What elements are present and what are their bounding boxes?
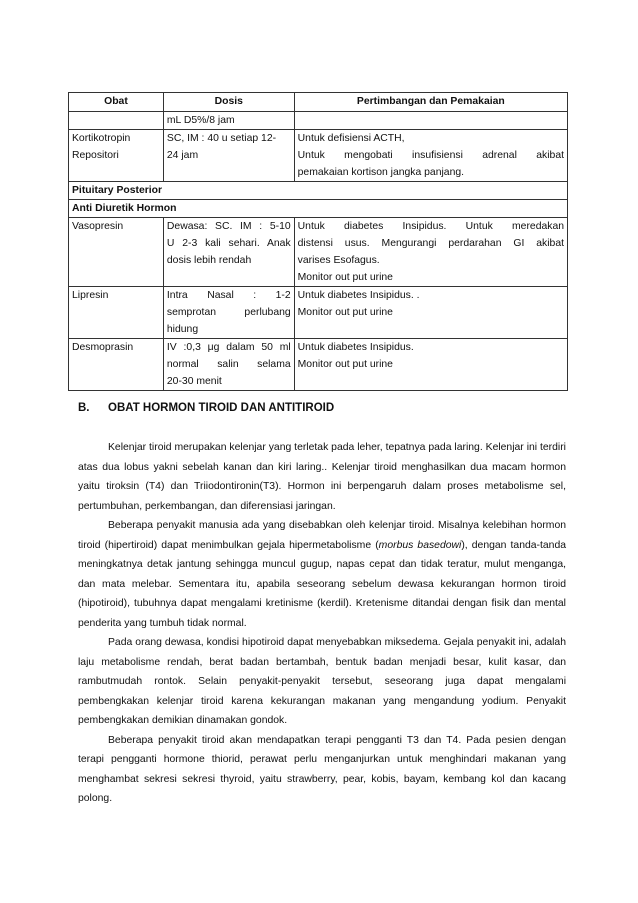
table-row [69, 218, 568, 287]
drug-cell: Vasopresin [69, 218, 164, 287]
dose-cell: IV :0,3 μg dalam 50 ml normal salin selama 20-30 menit [163, 339, 294, 391]
dose-cell: mL D5%/8 jam [163, 112, 294, 130]
paragraph-4: Beberapa penyakit tiroid akan mendapatkan terapi pengganti T3 dan T4. Pada pesien dengan terapi pengganti hormone thiorid, perawat perlu menganjurkan untuk menghindari makanan yang menghambat sekresi sekresi thyroid, yaitu strawberry, pear, kobis, bayam, kembang kol dan kacang polong. [78, 734, 566, 804]
header-dosis: Dosis [163, 93, 294, 112]
section-letter: B. [78, 402, 90, 414]
drug-table [68, 92, 568, 391]
section-row [69, 200, 568, 218]
section-anti-diuretik: Anti Diuretik Hormon [69, 200, 568, 218]
table-header-row [69, 93, 568, 112]
header-obat: Obat [69, 93, 164, 112]
section-row [69, 182, 568, 200]
paragraph-2: Beberapa penyakit manusia ada yang disebabkan oleh kelenjar tiroid. Misalnya kelebihan hormon tiroid (hipertiroid) dapat menimbulkan gejala hipermetabolisme (morbus basedowi), dengan tanda-tanda meningkatnya detak jantung sehingga muncul gugup, napas cepat dan tidak teratur, mulut menganga, dan mata melebar. Sementara itu, apabila seseorang sebelum dewasa kekurangan hormon tiroid (hipotiroid), tubuhnya dapat mengalami kretinisme (kerdil). Kretenisme ditandai dengan fisik dan mental penderita yang tumbuh tidak normal. [78, 520, 567, 629]
table-row [69, 339, 568, 391]
section-b-heading [78, 402, 334, 414]
body-text [78, 438, 566, 809]
emphasis-morbus-basedowi: morbus basedowi [378, 539, 462, 551]
paragraph-1: Kelenjar tiroid merupakan kelenjar yang terletak pada leher, tepatnya pada laring. Kelenjar ini terdiri atas dua lobus yakni sebelah kanan dan kiri laring.. Kelenjar tiroid menghasilkan dua macam hormon yaitu tiroksin (T4) dan Triiodontironin(T3). Hormon ini berpengaruh dalam proses metabolisme sel, pertumbuhan, perkembangan, dan diferensiasi jaringan. [78, 442, 566, 512]
header-pertimbangan: Pertimbangan dan Pemakaian [294, 93, 567, 112]
section-pituitary-posterior: Pituitary Posterior [69, 182, 568, 200]
dose-cell: Intra Nasal : 1-2 semprotan perlubang hidung [163, 287, 294, 339]
paragraph-3: Pada orang dewasa, kondisi hipotiroid dapat menyebabkan miksedema. Gejala penyakit ini, adalah laju metabolisme rendah, berat badan bertambah, bentuk badan menjadi besar, kulit kasar, dan rambutmudah rontok. Selain penyakit-penyakit tersebut, seseorang juga dapat mengalami pembengkakan kelenjar tiroid karena kekurangan makanan yang mengandung yodium. Penyakit pembengkakan demikian dinamakan gondok. [78, 637, 566, 726]
dose-cell: SC, IM : 40 u setiap 12- 24 jam [163, 130, 294, 182]
drug-cell: Desmoprasin [69, 339, 164, 391]
drug-cell: Lipresin [69, 287, 164, 339]
notes-cell: Untuk diabetes Insipidus. . Monitor out put urine [294, 287, 567, 339]
table-row [69, 130, 568, 182]
notes-cell: Untuk diabetes Insipidus. Monitor out put urine [294, 339, 567, 391]
table-row [69, 112, 568, 130]
dose-cell: Dewasa: SC. IM : 5-10 U 2-3 kali sehari. Anak dosis lebih rendah [163, 218, 294, 287]
table-row [69, 287, 568, 339]
notes-cell: Untuk diabetes Insipidus. Untuk meredakan distensi usus. Mengurangi perdarahan GI akibat varises Esofagus. Monitor out put urine [294, 218, 567, 287]
notes-cell: Untuk defisiensi ACTH, Untuk mengobati insufisiensi adrenal akibat pemakaian kortison jangka panjang. [294, 130, 567, 182]
section-title: OBAT HORMON TIROID DAN ANTITIROID [108, 402, 335, 414]
drug-cell: Kortikotropin Repositori [69, 130, 164, 182]
